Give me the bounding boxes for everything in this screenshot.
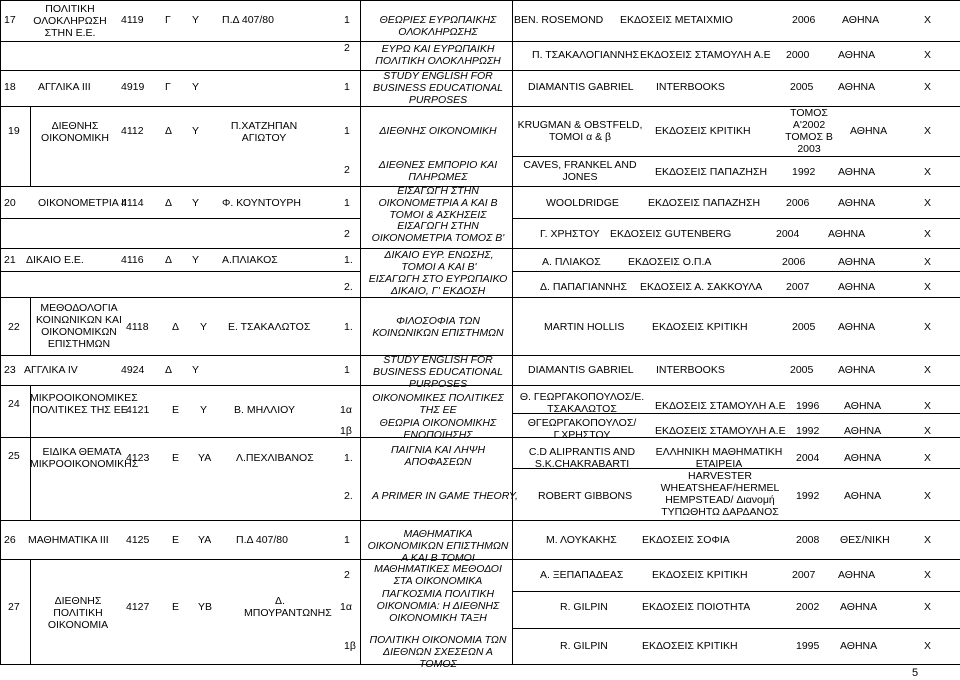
book-publisher: INTERBOOKS xyxy=(656,81,725,93)
professor-index: 1 xyxy=(344,197,350,209)
professor: Ε. ΤΣΑΚΑΛΩΤΟΣ xyxy=(228,321,311,333)
table-rule xyxy=(512,271,960,272)
table-rule xyxy=(0,70,360,71)
book-year: 2008 xyxy=(796,534,820,546)
book-title: ΔΙΕΘΝΗΣ ΟΙΚΟΝΟΜΙΚΗ xyxy=(379,125,497,137)
book-author: Θ. ΓΕΩΡΓΑΚΟΠΟΥΛΟΣ/Ε. ΤΣΑΚΑΛΩΤΟΣ xyxy=(519,391,645,415)
book-mark: Χ xyxy=(924,452,932,464)
book-year: 2006 xyxy=(792,14,816,26)
book-publisher: ΕΚΔΟΣΕΙΣ ΚΡΙΤΙΚΗ xyxy=(642,640,738,652)
book-index: 2 xyxy=(344,228,350,240)
book-title: ΘΕΩΡΙΕΣ ΕΥΡΩΠΑΙΚΗΣ ΟΛΟΚΛΗΡΩΣΗΣ xyxy=(379,14,497,38)
course-type: Υ xyxy=(192,364,200,376)
book-mark: Χ xyxy=(924,490,932,502)
book-title: ΕΙΣΑΓΩΓΗ ΣΤΟ ΕΥΡΩΠΑΙΚΟ ΔΙΚΑΙΟ, Γ' ΕΚΔΟΣΗ xyxy=(368,273,508,297)
row-number: 26 xyxy=(4,534,16,546)
professor: Φ. ΚΟΥΝΤΟΥΡΗ xyxy=(222,197,301,209)
professor: Λ.ΠΕΧΛΙΒΑΝΟΣ xyxy=(236,452,314,464)
book-city: ΑΘΗΝΑ xyxy=(838,197,876,209)
course-type: Υ xyxy=(200,404,208,416)
book-publisher: ΕΚΔΟΣΕΙΣ Ο.Π.Α xyxy=(628,256,712,268)
course-name: ΑΓΓΛΙΚΑ IV xyxy=(24,364,78,376)
book-year: 1992 xyxy=(796,490,820,502)
book-author: R. GILPIN xyxy=(560,640,608,652)
row-number: 25 xyxy=(8,450,20,462)
book-year: 2007 xyxy=(786,281,810,293)
book-year: 2006 xyxy=(786,197,810,209)
book-title: ΠΑΓΚΟΣΜΙΑ ΠΟΛΙΤΙΚΗ ΟΙΚΟΝΟΜΙΑ: Η ΔΙΕΘΝΗΣ ΟΙΚΟΝΟΜΙΚΗ ΤΑΞΗ xyxy=(376,588,500,624)
professor: Π.Δ 407/80 xyxy=(236,534,288,546)
book-index: 1β xyxy=(340,425,352,437)
book-mark: Χ xyxy=(924,400,932,412)
book-city: ΑΘΗΝΑ xyxy=(844,400,882,412)
book-author: MARTIN HOLLIS xyxy=(544,321,625,333)
professor-index: 1 xyxy=(344,534,350,546)
book-year: 2004 xyxy=(776,228,800,240)
book-mark: Χ xyxy=(924,49,932,61)
book-index: 2. xyxy=(344,281,353,293)
book-author: DIAMANTIS GABRIEL xyxy=(528,81,634,93)
book-city: ΑΘΗΝΑ xyxy=(844,425,882,437)
book-year: 1992 xyxy=(792,166,816,178)
course-name: ΔΙΕΘΝΗΣ ΟΙΚΟΝΟΜΙΚΗ xyxy=(41,120,109,144)
book-publisher: ΕΚΔΟΣΕΙΣ ΠΑΠΑΖΗΣΗ xyxy=(648,197,761,209)
course-type: Υ xyxy=(192,14,200,26)
book-mark: Χ xyxy=(924,125,932,137)
book-publisher: ΕΚΔΟΣΕΙΣ Α. ΣΑΚΚΟΥΛΑ xyxy=(640,281,763,293)
table-rule xyxy=(360,0,361,664)
course-code: 4112 xyxy=(121,125,144,137)
book-author: WOOLDRIDGE xyxy=(546,197,619,209)
book-publisher: ΕΚΔΟΣΕΙΣ GUTENBERG xyxy=(610,228,732,240)
table-rule xyxy=(0,41,512,42)
course-code: 4924 xyxy=(121,364,145,376)
book-year: 2006 xyxy=(782,256,806,268)
book-title: ΟΙΚΟΝΟΜΙΚΕΣ ΠΟΛΙΤΙΚΕΣ ΤΗΣ ΕΕ xyxy=(372,392,504,416)
table-rule xyxy=(512,41,960,42)
professor: Β. ΜΗΛΛΙΟΥ xyxy=(234,404,295,416)
table-rule xyxy=(30,297,31,355)
course-name: ΜΑΘΗΜΑΤΙΚΑ ΙΙΙ xyxy=(28,534,109,546)
book-year: 1995 xyxy=(796,640,820,652)
table-rule xyxy=(0,0,960,1)
semester: Δ xyxy=(165,364,173,376)
course-type: Υ xyxy=(192,81,200,93)
semester: Γ xyxy=(165,14,171,26)
book-title: A PRIMER IN GAME THEORY, xyxy=(372,490,518,502)
professor: Α.ΠΛΙΑΚΟΣ xyxy=(222,254,278,266)
book-city: ΑΘΗΝΑ xyxy=(840,601,878,613)
semester: Δ xyxy=(165,254,173,266)
course-type: Υ xyxy=(200,321,208,333)
book-title: ΔΙΕΘΝΕΣ ΕΜΠΟΡΙΟ ΚΑΙ ΠΛΗΡΩΜΕΣ xyxy=(378,159,498,183)
book-mark: Χ xyxy=(924,321,932,333)
semester: Ε xyxy=(172,404,180,416)
book-city: ΑΘΗΝΑ xyxy=(838,321,876,333)
book-author: CAVES, FRANKEL AND JONES xyxy=(523,159,637,183)
semester: Ε xyxy=(172,452,180,464)
book-author: ΒΕΝ. ROSEMOND xyxy=(514,14,604,26)
semester: Ε xyxy=(172,534,180,546)
course-type: Υ xyxy=(192,254,200,266)
table-rule xyxy=(30,106,31,186)
semester: Γ xyxy=(165,81,171,93)
book-title: ΘΕΩΡΙΑ ΟΙΚΟΝΟΜΙΚΗΣ ΕΝΟΠΟΙΗΣΗΣ xyxy=(379,417,497,441)
professor-index: 1 xyxy=(344,14,350,26)
book-publisher: ΕΚΔΟΣΕΙΣ ΜΕΤΑΙΧΜΙΟ xyxy=(620,14,733,26)
table-rule xyxy=(0,297,960,298)
book-year: 2005 xyxy=(792,321,816,333)
book-publisher: HARVESTER WHEATSHEAF/HERMEL HEMPSTEAD/ Διανομή ΤΥΠΩΘΗΤΩ ΔΑΡΔΑΝΟΣ xyxy=(660,470,780,518)
book-publisher: ΕΚΔΟΣΕΙΣ ΠΟΙΟΤΗΤΑ xyxy=(642,601,751,613)
semester: Δ xyxy=(172,321,180,333)
semester: Ε xyxy=(172,601,180,613)
book-title: ΜΑΘΗΜΑΤΙΚΑ ΟΙΚΟΝΟΜΙΚΩΝ ΕΠΙΣΤΗΜΩΝ Α ΚΑΙ Β ΤΟΜΟΙ xyxy=(367,528,509,564)
book-author: C.D ALIPRANTIS AND S.K.CHAKRABARTI xyxy=(528,446,636,470)
course-code: 4121 xyxy=(126,404,150,416)
book-title: ΜΑΘΗΜΑΤΙΚΕΣ ΜΕΘΟΔΟΙ ΣΤΑ ΟΙΚΟΝΟΜΙΚΑ xyxy=(374,563,502,587)
professor-index: 1. xyxy=(344,321,353,333)
table-rule xyxy=(512,0,513,664)
book-mark: Χ xyxy=(924,364,932,376)
row-number: 20 xyxy=(4,197,16,209)
course-code: 4127 xyxy=(126,601,150,613)
course-name: ΕΙΔΙΚΑ ΘΕΜΑΤΑ ΜΙΚΡΟΟΙΚΟΝΟΜΙΚΗΣ xyxy=(30,446,139,470)
book-index: 2 xyxy=(344,42,350,54)
course-code: 4125 xyxy=(126,534,150,546)
book-city: ΑΘΗΝΑ xyxy=(844,452,882,464)
book-index: 2 xyxy=(344,569,350,581)
book-city: ΑΘΗΝΑ xyxy=(850,125,888,137)
book-mark: Χ xyxy=(924,197,932,209)
book-city: ΑΘΗΝΑ xyxy=(842,14,880,26)
book-mark: Χ xyxy=(924,569,932,581)
book-title: ΕΙΣΑΓΩΓΗ ΣΤΗΝ ΟΙΚΟΝΟΜΕΤΡΙΑ Α ΚΑΙ Β ΤΟΜΟΙ & ΑΣΚΗΣΕΙΣ xyxy=(378,185,498,221)
book-publisher: ΕΚΔΟΣΕΙΣ ΣΤΑΜΟΥΛΗ Α.Ε xyxy=(655,400,786,412)
book-year: 2002 xyxy=(796,601,820,613)
table-rule xyxy=(512,591,960,592)
book-city: ΑΘΗΝΑ xyxy=(840,640,878,652)
row-number: 23 xyxy=(4,364,16,376)
book-city: ΑΘΗΝΑ xyxy=(838,364,876,376)
book-publisher: ΕΚΔΟΣΕΙΣ ΣΤΑΜΟΥΛΗ Α.Ε xyxy=(640,49,771,61)
book-author: Α. ΠΛΙΑΚΟΣ xyxy=(542,256,601,268)
row-number: 18 xyxy=(4,81,16,93)
book-title: ΕΥΡΩ ΚΑΙ ΕΥΡΩΠΑΙΚΗ ΠΟΛΙΤΙΚΗ ΟΛΟΚΛΗΡΩΣΗ xyxy=(375,43,501,67)
professor-index: 1 xyxy=(344,81,350,93)
row-number: 21 xyxy=(4,254,16,266)
book-mark: Χ xyxy=(924,228,932,240)
table-rule xyxy=(0,0,1,664)
book-publisher: ΕΚΔΟΣΕΙΣ ΚΡΙΤΙΚΗ xyxy=(655,125,751,137)
table-rule xyxy=(512,218,960,219)
professor-index: 1 xyxy=(344,364,350,376)
book-year: 1992 xyxy=(796,425,820,437)
professor-index: 1. xyxy=(344,452,353,464)
course-name: ΜΕΘΟΔΟΛΟΓΙΑ ΚΟΙΝΩΝΙΚΩΝ ΚΑΙ ΟΙΚΟΝΟΜΙΚΩΝ ΕΠΙΣΤΗΜΩΝ xyxy=(36,302,122,350)
book-author: ΘΓΕΩΡΓΑΚΟΠΟΥΛΟΣ/Γ.ΧΡΗΣΤΟΥ xyxy=(527,417,637,441)
course-name: ΠΟΛΙΤΙΚΗ ΟΛΟΚΛΗΡΩΣΗ ΣΤΗΝ Ε.Ε. xyxy=(33,3,107,39)
course-type: ΥΒ xyxy=(198,601,213,613)
book-publisher: ΕΚΔΟΣΕΙΣ ΣΟΦΙΑ xyxy=(642,534,730,546)
book-mark: Χ xyxy=(924,425,932,437)
book-title: ΔΙΚΑΙΟ ΕΥΡ. ΕΝΩΣΗΣ, ΤΟΜΟΙ Α ΚΑΙ Β' xyxy=(384,249,494,273)
course-code: 4114 xyxy=(121,197,144,209)
book-city: ΑΘΗΝΑ xyxy=(838,281,876,293)
row-number: 22 xyxy=(8,321,20,333)
table-rule xyxy=(512,156,960,157)
book-author: Α. ΞΕΠΑΠΑΔΕΑΣ xyxy=(540,569,624,581)
book-city: ΑΘΗΝΑ xyxy=(844,490,882,502)
book-author: Μ. ΛΟΥΚΑΚΗΣ xyxy=(546,534,617,546)
book-publisher: ΕΚΔΟΣΕΙΣ ΚΡΙΤΙΚΗ xyxy=(652,569,748,581)
course-type: Υ xyxy=(192,125,200,137)
book-year: ΤΟΜΟΣ Α'2002 ΤΟΜΟΣ Β 2003 xyxy=(785,107,833,155)
book-title: STUDY ENGLISH FOR BUSINESS EDUCATIONAL PURPOSES xyxy=(373,70,503,106)
row-number: 27 xyxy=(8,601,20,613)
book-index: 2 xyxy=(344,164,350,176)
book-title: ΠΟΛΙΤΙΚΗ ΟΙΚΟΝΟΜΙΑ ΤΩΝ ΔΙΕΘΝΩΝ ΣΧΕΣΕΩΝ Α ΤΟΜΟΣ xyxy=(369,634,507,670)
book-year: 1996 xyxy=(796,400,820,412)
book-publisher: ΕΛΛΗΝΙΚΗ ΜΑΘΗΜΑΤΙΚΗ ΕΤΑΙΡΕΙΑ xyxy=(655,446,783,470)
course-type: ΥΑ xyxy=(198,452,212,464)
page-number: 5 xyxy=(912,667,919,679)
book-year: 2005 xyxy=(790,81,814,93)
table-rule xyxy=(0,271,360,272)
professor: Δ. ΜΠΟΥΡΑΝΤΩΝΗΣ xyxy=(244,595,332,619)
row-number: 19 xyxy=(8,125,20,137)
course-type: ΥΑ xyxy=(198,534,212,546)
book-mark: Χ xyxy=(924,166,932,178)
row-number: 24 xyxy=(8,398,20,410)
book-mark: Χ xyxy=(924,534,932,546)
professor-index: 1α xyxy=(340,601,352,613)
book-city: ΘΕΣ/ΝΙΚΗ xyxy=(840,534,890,546)
professor-index: 1 xyxy=(344,125,350,137)
semester: Δ xyxy=(165,197,173,209)
book-title: ΕΙΣΑΓΩΓΗ ΣΤΗΝ ΟΙΚΟΝΟΜΕΤΡΙΑ ΤΟΜΟΣ Β' xyxy=(371,220,505,244)
professor: Π.ΧΑΤΖΗΠΑΝΑΓΙΩΤΟΥ xyxy=(230,120,298,144)
book-mark: Χ xyxy=(924,601,932,613)
course-code: 4118 xyxy=(126,321,149,333)
course-name: ΟΙΚΟΝΟΜΕΤΡΙΑ ΙΙ xyxy=(38,197,127,209)
course-code: 4116 xyxy=(121,254,144,266)
table-rule xyxy=(512,628,960,629)
book-index: 2. xyxy=(344,490,353,502)
book-mark: Χ xyxy=(924,281,932,293)
course-code: 4119 xyxy=(121,14,144,26)
book-mark: Χ xyxy=(924,14,932,26)
book-city: ΑΘΗΝΑ xyxy=(838,49,876,61)
book-author: Π. ΤΣΑΚΑΛΟΓΙΑΝΝΗΣ xyxy=(532,49,640,61)
book-author: Γ. ΧΡΗΣΤΟΥ xyxy=(540,228,600,240)
course-code: 4919 xyxy=(121,81,145,93)
book-author: Δ. ΠΑΠΑΓΙΑΝΝΗΣ xyxy=(540,281,627,293)
book-publisher: ΕΚΔΟΣΕΙΣ ΣΤΑΜΟΥΛΗ Α.Ε xyxy=(655,425,786,437)
book-city: ΑΘΗΝΑ xyxy=(838,81,876,93)
professor: Π.Δ 407/80 xyxy=(222,14,274,26)
table-rule xyxy=(0,520,960,521)
course-name: ΜΙΚΡΟΟΙΚΟΝΟΜΙΚΕΣ ΠΟΛΙΤΙΚΕΣ ΤΗΣ ΕΕ xyxy=(30,392,138,416)
book-year: 2004 xyxy=(796,452,820,464)
book-title: ΠΑΙΓΝΙΑ ΚΑΙ ΛΗΨΗ ΑΠΟΦΑΣΕΩΝ xyxy=(390,444,486,468)
book-year: 2000 xyxy=(786,49,810,61)
course-name: ΔΙΚΑΙΟ Ε.Ε. xyxy=(26,254,84,266)
professor-index: 1. xyxy=(344,254,353,266)
course-code: 4123 xyxy=(126,452,150,464)
course-type: Υ xyxy=(192,197,200,209)
book-mark: Χ xyxy=(924,81,932,93)
book-index: 1β xyxy=(344,640,356,652)
book-mark: Χ xyxy=(924,256,932,268)
professor-index: 1α xyxy=(340,404,352,416)
book-title: STUDY ENGLISH FOR BUSINESS EDUCATIONAL PURPOSES xyxy=(373,354,503,390)
book-city: ΑΘΗΝΑ xyxy=(838,256,876,268)
semester: Δ xyxy=(165,125,173,137)
book-author: ROBERT GIBBONS xyxy=(538,490,633,502)
book-publisher: INTERBOOKS xyxy=(656,364,725,376)
book-city: ΑΘΗΝΑ xyxy=(838,569,876,581)
book-author: DIAMANTIS GABRIEL xyxy=(528,364,634,376)
book-publisher: ΕΚΔΟΣΕΙΣ ΚΡΙΤΙΚΗ xyxy=(652,321,748,333)
course-name: ΔΙΕΘΝΗΣ ΠΟΛΙΤΙΚΗ ΟΙΚΟΝΟΜΙΑ xyxy=(47,595,109,631)
book-publisher: ΕΚΔΟΣΕΙΣ ΠΑΠΑΖΗΣΗ xyxy=(655,166,768,178)
book-author: KRUGMAN & OBSTFELD, ΤΟΜΟΙ α & β xyxy=(517,119,643,143)
course-name: ΑΓΓΛΙΚΑ ΙΙΙ xyxy=(38,81,91,93)
book-title: ΦΙΛΟΣΟΦΙΑ ΤΩΝ ΚΟΙΝΩΝΙΚΩΝ ΕΠΙΣΤΗΜΩΝ xyxy=(372,315,504,339)
book-mark: Χ xyxy=(924,640,932,652)
table-rule xyxy=(0,218,360,219)
book-author: R. GILPIN xyxy=(560,601,608,613)
book-city: ΑΘΗΝΑ xyxy=(838,166,876,178)
book-city: ΑΘΗΝΑ xyxy=(828,228,866,240)
book-year: 2005 xyxy=(790,364,814,376)
book-year: 2007 xyxy=(792,569,816,581)
row-number: 17 xyxy=(4,14,16,26)
